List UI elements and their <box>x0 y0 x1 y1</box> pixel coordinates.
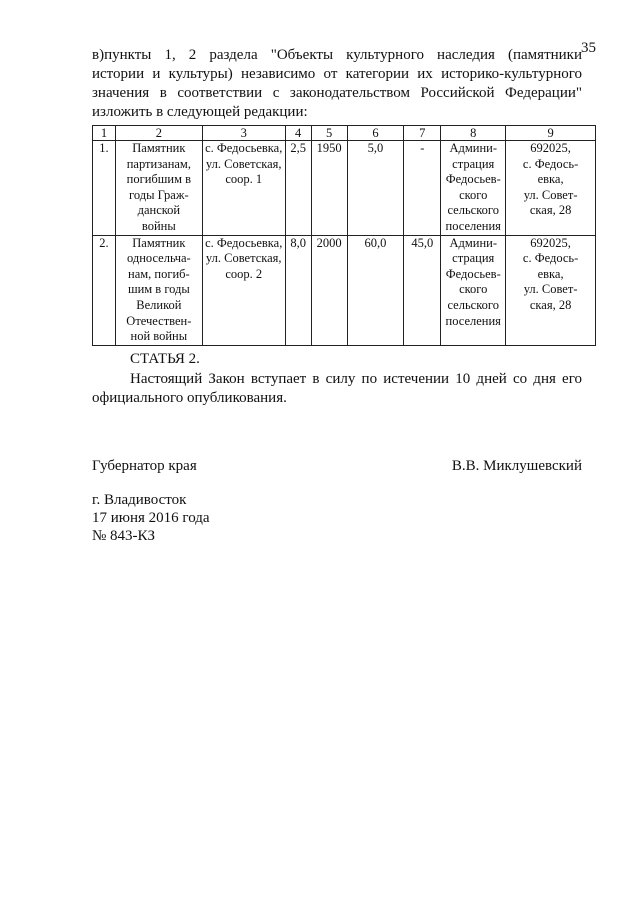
intro-line: истории и культуры) независимо от категории их историко-культурного <box>92 66 582 82</box>
cell-col6: 60,0 <box>347 235 404 345</box>
article-title: СТАТЬЯ 2. <box>130 351 200 367</box>
date-line: 17 июня 2016 года <box>92 510 210 526</box>
column-header: 3 <box>202 126 285 141</box>
owner-address: 692025, с. Федось- евка, ул. Совет- ская, 28 <box>506 235 596 345</box>
law-number-line: № 843-КЗ <box>92 528 156 544</box>
column-header: 7 <box>404 126 441 141</box>
column-header: 6 <box>347 126 404 141</box>
row-number: 1. <box>93 141 116 236</box>
column-header: 9 <box>506 126 596 141</box>
owner: Админи- страция Федосьев- ского сельского поселения <box>441 235 506 345</box>
cell-col7: 45,0 <box>404 235 441 345</box>
table-header-row <box>93 126 596 141</box>
article-text-line: Настоящий Закон вступает в силу по истечении 10 дней со дня его <box>130 371 582 387</box>
row-number: 2. <box>93 235 116 345</box>
place-line: г. Владивосток <box>92 492 187 508</box>
intro-line: в)пункты 1, 2 раздела "Объекты культурного наследия (памятники <box>92 47 582 63</box>
signatory-name: В.В. Миклушевский <box>451 458 582 474</box>
intro-paragraph <box>92 46 582 122</box>
table-row <box>93 235 596 345</box>
cell-col5: 2000 <box>311 235 347 345</box>
signatory-position: Губернатор края <box>92 458 197 474</box>
intro-line: значения в соответствии с законодательством Российской Федерации" <box>92 85 582 101</box>
object-name: Памятник односельча- нам, погиб- шим в годы Великой Отечествен- ной войны <box>115 235 202 345</box>
cell-col5: 1950 <box>311 141 347 236</box>
column-header: 1 <box>93 126 116 141</box>
object-name: Памятник партизанам, погибшим в годы Граж- данской войны <box>115 141 202 236</box>
article-text <box>92 370 582 408</box>
cell-col4: 2,5 <box>285 141 311 236</box>
object-address: с. Федосьевка, ул. Советская, соор. 2 <box>202 235 285 345</box>
article-text-line: официального опубликования. <box>92 390 287 406</box>
cell-col6: 5,0 <box>347 141 404 236</box>
table-row <box>93 141 596 236</box>
object-address: с. Федосьевка, ул. Советская, соор. 1 <box>202 141 285 236</box>
cell-col4: 8,0 <box>285 235 311 345</box>
column-header: 5 <box>311 126 347 141</box>
intro-line: изложить в следующей редакции: <box>92 104 308 120</box>
cell-col7: - <box>404 141 441 236</box>
column-header: 2 <box>115 126 202 141</box>
owner-address: 692025, с. Федось- евка, ул. Совет- ская, 28 <box>506 141 596 236</box>
place-date-number <box>92 491 210 545</box>
column-header: 4 <box>285 126 311 141</box>
heritage-objects-table <box>92 125 596 346</box>
page-number: 35 <box>581 40 596 56</box>
owner: Админи- страция Федосьев- ского сельского поселения <box>441 141 506 236</box>
column-header: 8 <box>441 126 506 141</box>
